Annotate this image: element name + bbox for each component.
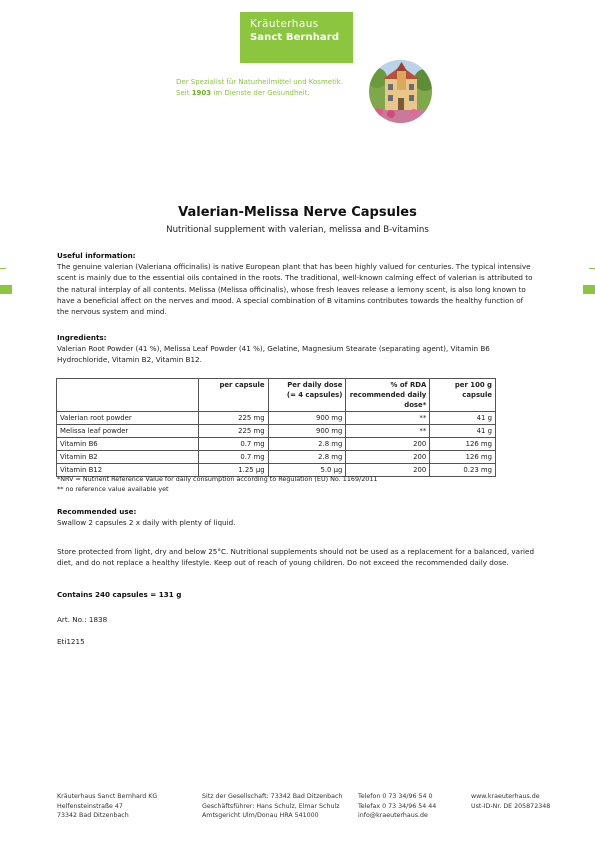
- footer-phone: Telefon 0 73 34/96 54 0: [358, 793, 433, 800]
- footer-registration: [202, 792, 342, 821]
- table-cell: Valerian root powder: [57, 412, 199, 425]
- table-cell: Vitamin B6: [57, 438, 199, 451]
- table-cell: 2.8 mg: [268, 438, 346, 451]
- footer-line: Amtsgericht Ulm/Donau HRA 541000: [202, 812, 319, 819]
- table-cell: 41 g: [430, 412, 496, 425]
- table-cell: 0.23 mg: [430, 464, 496, 477]
- recommended-use-section: [57, 506, 569, 528]
- logo-line-2: Sanct Bernhard: [250, 32, 340, 43]
- table-cell: 0.7 mg: [199, 451, 268, 464]
- footer-website[interactable]: www.kraeuterhaus.de: [471, 793, 540, 800]
- table-header-cell: % of RDA recommended daily dose*: [346, 379, 430, 412]
- article-number: Art. No.: 1838: [57, 615, 108, 624]
- product-subtitle: Nutritional supplement with valerian, melissa and B-vitamins: [166, 225, 429, 235]
- footer-line: Helfensteinstraße 47: [57, 802, 123, 810]
- tagline-year: 1903: [191, 89, 212, 97]
- table-header-cell: [57, 379, 199, 412]
- fold-mark-left-small: [0, 268, 6, 269]
- footer-company: [57, 792, 157, 821]
- table-row: [57, 425, 496, 438]
- fold-mark-left: [0, 285, 12, 294]
- table-footnotes: [57, 474, 377, 494]
- table-cell: 126 mg: [430, 451, 496, 464]
- table-cell: **: [346, 425, 430, 438]
- product-title: Valerian-Melissa Nerve Capsules: [178, 205, 417, 220]
- table-cell: 126 mg: [430, 438, 496, 451]
- tagline-pre: Seit: [176, 89, 190, 97]
- contents-quantity: Contains 240 capsules = 131 g: [57, 590, 182, 599]
- footer-line: 73342 Bad Ditzenbach: [57, 812, 129, 819]
- footer-email[interactable]: info@kraeuterhaus.de: [358, 812, 428, 819]
- label-code: Eti1215: [57, 637, 85, 646]
- info-line: scent is mainly due to the essential oils contained in the roots. The traditional, well-known calming effect of valerian is attributed to: [57, 273, 533, 283]
- table-row: [57, 438, 496, 451]
- footer-line: Geschäftsführer: Hans Schulz, Elmar Schulz: [202, 802, 340, 810]
- ingredients-line: Hydrochloride, Vitamin B2, Vitamin B12.: [57, 355, 202, 365]
- recommended-use-text: Swallow 2 capsules 2 x daily with plenty of liquid.: [57, 518, 236, 528]
- table-cell: 1.25 µg: [199, 464, 268, 477]
- info-line: The genuine valerian (Valeriana officinalis) is native European plant that has been highly valued for centuries. The typical intensive: [57, 262, 531, 272]
- footer-web: [471, 792, 550, 811]
- footer-contact: [358, 792, 436, 821]
- info-line: the nervous system and mind.: [57, 307, 167, 317]
- info-line: have a beneficial affect on the nerves and mood. A special combination of B vitamins contributes towards the healthy function of: [57, 295, 524, 305]
- table-cell: 200: [346, 438, 430, 451]
- footer-line: Kräuterhaus Sanct Bernhard KG: [57, 793, 158, 800]
- table-cell: **: [346, 412, 430, 425]
- table-cell: Vitamin B2: [57, 451, 199, 464]
- table-cell: Melissa leaf powder: [57, 425, 199, 438]
- table-cell: 41 g: [430, 425, 496, 438]
- info-line: the natural interplay of all contents. Melissa (Melissa officinalis), whose fresh leaves release a lemony scent, is also long known to: [57, 284, 526, 294]
- table-cell: 200: [346, 451, 430, 464]
- ingredients-section: [57, 332, 569, 366]
- storage-section: [57, 546, 569, 568]
- footer-fax: Telefax 0 73 34/96 54 44: [358, 802, 437, 810]
- ingredients-line: Valerian Root Powder (41 %), Melissa Leaf Powder (41 %), Gelatine, Magnesium Stearate (separating agent), Vitamin B6: [57, 344, 490, 354]
- table-cell: 225 mg: [199, 412, 268, 425]
- table-header-row: [57, 379, 496, 412]
- table-cell: 225 mg: [199, 425, 268, 438]
- table-cell: 5.0 µg: [268, 464, 346, 477]
- nutrition-table: [56, 378, 496, 477]
- footer-vat-id: Ust-ID-Nr. DE 205872348: [471, 802, 551, 810]
- table-cell: 2.8 mg: [268, 451, 346, 464]
- table-cell: 200: [346, 464, 430, 477]
- tagline-line-2: [176, 88, 343, 99]
- footnote-nrv: *NRV = Nutrient Reference Value for daily consumption according to Regulation (EU) No. 1169/2011: [57, 475, 378, 483]
- table-header-cell: Per daily dose (= 4 capsules): [268, 379, 346, 412]
- storage-line: Store protected from light, dry and below 25°C. Nutritional supplements should not be used as a replacement for a balanced, varied: [57, 547, 535, 556]
- footer-line: Sitz der Gesellschaft: 73342 Bad Ditzenbach: [202, 793, 343, 800]
- logo-line-1: Kräuterhaus: [250, 18, 319, 30]
- ingredients-heading: Ingredients:: [57, 333, 107, 342]
- table-row: [57, 451, 496, 464]
- footnote-no-reference: ** no reference value available yet: [57, 485, 169, 493]
- building-photo: [369, 60, 432, 123]
- fold-mark-right-small: [589, 268, 595, 269]
- tagline: [176, 77, 343, 99]
- tagline-post: im Dienste der Gesundheit.: [213, 89, 310, 97]
- table-header-cell: per 100 g capsule: [430, 379, 496, 412]
- recommended-use-heading: Recommended use:: [57, 507, 137, 516]
- table-cell: 0.7 mg: [199, 438, 268, 451]
- tagline-line-1: Der Spezialist für Naturheilmittel und Kosmetik.: [176, 78, 344, 86]
- fold-mark-right: [583, 285, 595, 294]
- table-row: [57, 412, 496, 425]
- table-cell: 900 mg: [268, 425, 346, 438]
- useful-information-heading: Useful information:: [57, 251, 136, 260]
- brand-logo: [240, 12, 353, 63]
- storage-line: diet, and do not replace a healthy lifestyle. Keep out of reach of young children. Do not exceed the recommended daily dose.: [57, 558, 509, 568]
- table-cell: 900 mg: [268, 412, 346, 425]
- table-cell: Vitamin B12: [57, 464, 199, 477]
- useful-information-section: [57, 250, 569, 317]
- table-header-cell: per capsule: [199, 379, 268, 412]
